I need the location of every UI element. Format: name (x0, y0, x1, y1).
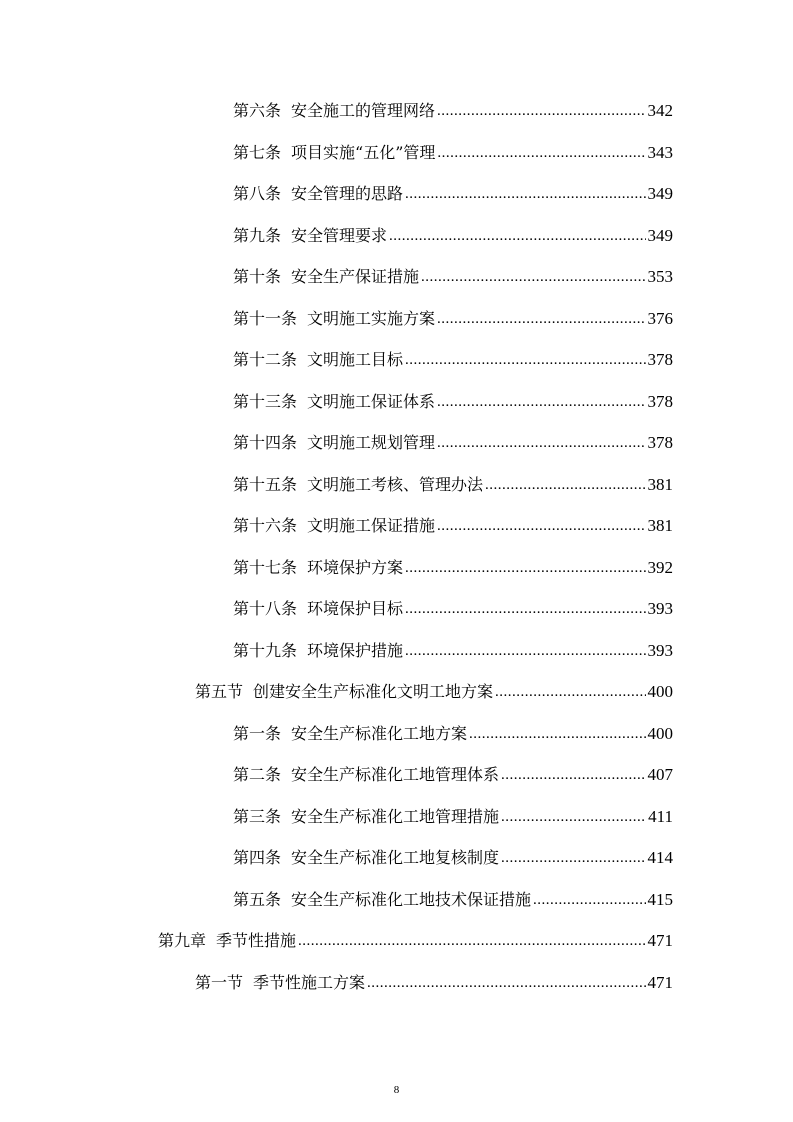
toc-entry-section[interactable] (195, 968, 673, 994)
toc-entry-section[interactable] (195, 677, 673, 703)
toc-entry[interactable] (233, 594, 673, 620)
toc-entry-title: 项目实施“五化”管理 (291, 143, 436, 162)
toc-entry-page: 349 (647, 184, 673, 203)
toc-entry-number: 第二条 (233, 765, 282, 784)
dot-leader (405, 557, 645, 579)
dot-leader (421, 266, 645, 288)
toc-entry-page: 407 (647, 765, 673, 784)
dot-leader (501, 764, 645, 786)
toc-entry-number: 第五节 (195, 682, 244, 701)
toc-entry-number: 第十九条 (233, 641, 298, 660)
toc-entry-title: 创建安全生产标准化文明工地方案 (253, 682, 494, 701)
toc-entry-page: 415 (647, 890, 673, 909)
dot-leader (485, 474, 645, 496)
toc-entry[interactable] (233, 553, 673, 579)
toc-entry[interactable] (233, 802, 673, 828)
toc-entry-number: 第十七条 (233, 558, 298, 577)
toc-entry[interactable] (233, 96, 673, 122)
toc-entry-number: 第十四条 (233, 433, 298, 452)
toc-entry[interactable] (233, 221, 673, 247)
dot-leader (437, 100, 645, 122)
toc-entry-page: 381 (647, 475, 673, 494)
toc-entry-page: 400 (647, 724, 673, 743)
dot-leader (437, 142, 645, 164)
toc-entry-number: 第十一条 (233, 309, 298, 328)
toc-entry-number: 第六条 (233, 101, 282, 120)
dot-leader (367, 972, 645, 994)
dot-leader (501, 847, 645, 869)
toc-entry-page: 343 (647, 143, 673, 162)
toc-entry-title: 安全生产标准化工地技术保证措施 (291, 890, 532, 909)
dot-leader (437, 308, 645, 330)
toc-entry-number: 第十三条 (233, 392, 298, 411)
dot-leader (495, 681, 645, 703)
toc-entry-title: 环境保护目标 (307, 599, 404, 618)
dot-leader (469, 723, 645, 745)
toc-entry-title: 文明施工考核、管理办法 (307, 475, 484, 494)
toc-entry-title: 季节性施工方案 (253, 973, 366, 992)
dot-leader (405, 183, 645, 205)
toc-entry-title: 安全生产标准化工地方案 (291, 724, 468, 743)
dot-leader (298, 930, 645, 952)
toc-entry-page: 342 (647, 101, 673, 120)
dot-leader (533, 889, 645, 911)
toc-entry[interactable] (233, 428, 673, 454)
toc-entry-title: 安全管理的思路 (291, 184, 404, 203)
toc-entry[interactable] (233, 345, 673, 371)
toc-entry-page: 471 (647, 973, 673, 992)
toc-entry[interactable] (233, 636, 673, 662)
toc-entry-page: 393 (647, 641, 673, 660)
toc-entry[interactable] (233, 885, 673, 911)
toc-entry[interactable] (233, 760, 673, 786)
toc-entry-title: 安全施工的管理网络 (291, 101, 436, 120)
toc-entry-title: 安全管理要求 (291, 226, 388, 245)
toc-entry-page: 381 (647, 516, 673, 535)
toc-entry-title: 环境保护措施 (307, 641, 404, 660)
toc-entry-number: 第四条 (233, 848, 282, 867)
toc-entry-title: 文明施工目标 (307, 350, 404, 369)
toc-entry-number: 第一条 (233, 724, 282, 743)
toc-entry-page: 400 (647, 682, 673, 701)
toc-entry-page: 411 (648, 807, 673, 826)
toc-entry-number: 第八条 (233, 184, 282, 203)
toc-entry-title: 文明施工实施方案 (307, 309, 436, 328)
toc-entry-number: 第九章 (158, 931, 207, 950)
toc-entry-title: 环境保护方案 (307, 558, 404, 577)
toc-entry[interactable] (233, 387, 673, 413)
toc-entry-page: 378 (647, 433, 673, 452)
toc-entry[interactable] (233, 138, 673, 164)
toc-entry[interactable] (233, 511, 673, 537)
page-number: 8 (393, 1084, 400, 1096)
toc-entry-title: 文明施工规划管理 (307, 433, 436, 452)
toc-entry-page: 349 (647, 226, 673, 245)
toc-entry-page: 378 (647, 392, 673, 411)
dot-leader (405, 598, 645, 620)
toc-entry-number: 第三条 (233, 807, 282, 826)
toc-entry-number: 第十条 (233, 267, 282, 286)
toc-entry-title: 安全生产保证措施 (291, 267, 420, 286)
toc-entry-chapter[interactable] (158, 926, 673, 952)
dot-leader (405, 640, 645, 662)
dot-leader (501, 806, 646, 828)
toc-entry-page: 471 (647, 931, 673, 950)
toc-entry[interactable] (233, 843, 673, 869)
toc-entry-title: 安全生产标准化工地管理体系 (291, 765, 500, 784)
dot-leader (389, 225, 645, 247)
toc-entry-title: 安全生产标准化工地复核制度 (291, 848, 500, 867)
toc-entry-number: 第十八条 (233, 599, 298, 618)
toc-entry-page: 392 (647, 558, 673, 577)
dot-leader (437, 432, 645, 454)
toc-entry-page: 376 (647, 309, 673, 328)
toc-entry[interactable] (233, 719, 673, 745)
toc-entry-number: 第五条 (233, 890, 282, 909)
toc-entry-number: 第十二条 (233, 350, 298, 369)
toc-entry-number: 第十五条 (233, 475, 298, 494)
toc-entry[interactable] (233, 262, 673, 288)
toc-entry-number: 第十六条 (233, 516, 298, 535)
toc-entry[interactable] (233, 304, 673, 330)
toc-entry-number: 第九条 (233, 226, 282, 245)
dot-leader (405, 349, 645, 371)
dot-leader (437, 515, 645, 537)
dot-leader (437, 391, 645, 413)
toc-entry-title: 文明施工保证措施 (307, 516, 436, 535)
toc-entry-page: 414 (647, 848, 673, 867)
toc-entry-page: 393 (647, 599, 673, 618)
toc-entry-number: 第一节 (195, 973, 244, 992)
toc-entry-title: 季节性措施 (216, 931, 297, 950)
toc-entry-title: 安全生产标准化工地管理措施 (291, 807, 500, 826)
toc-entry[interactable] (233, 179, 673, 205)
toc-entry-title: 文明施工保证体系 (307, 392, 436, 411)
toc-entry-number: 第七条 (233, 143, 282, 162)
toc-entry[interactable] (233, 470, 673, 496)
toc-entry-page: 353 (647, 267, 673, 286)
toc-entry-page: 378 (647, 350, 673, 369)
